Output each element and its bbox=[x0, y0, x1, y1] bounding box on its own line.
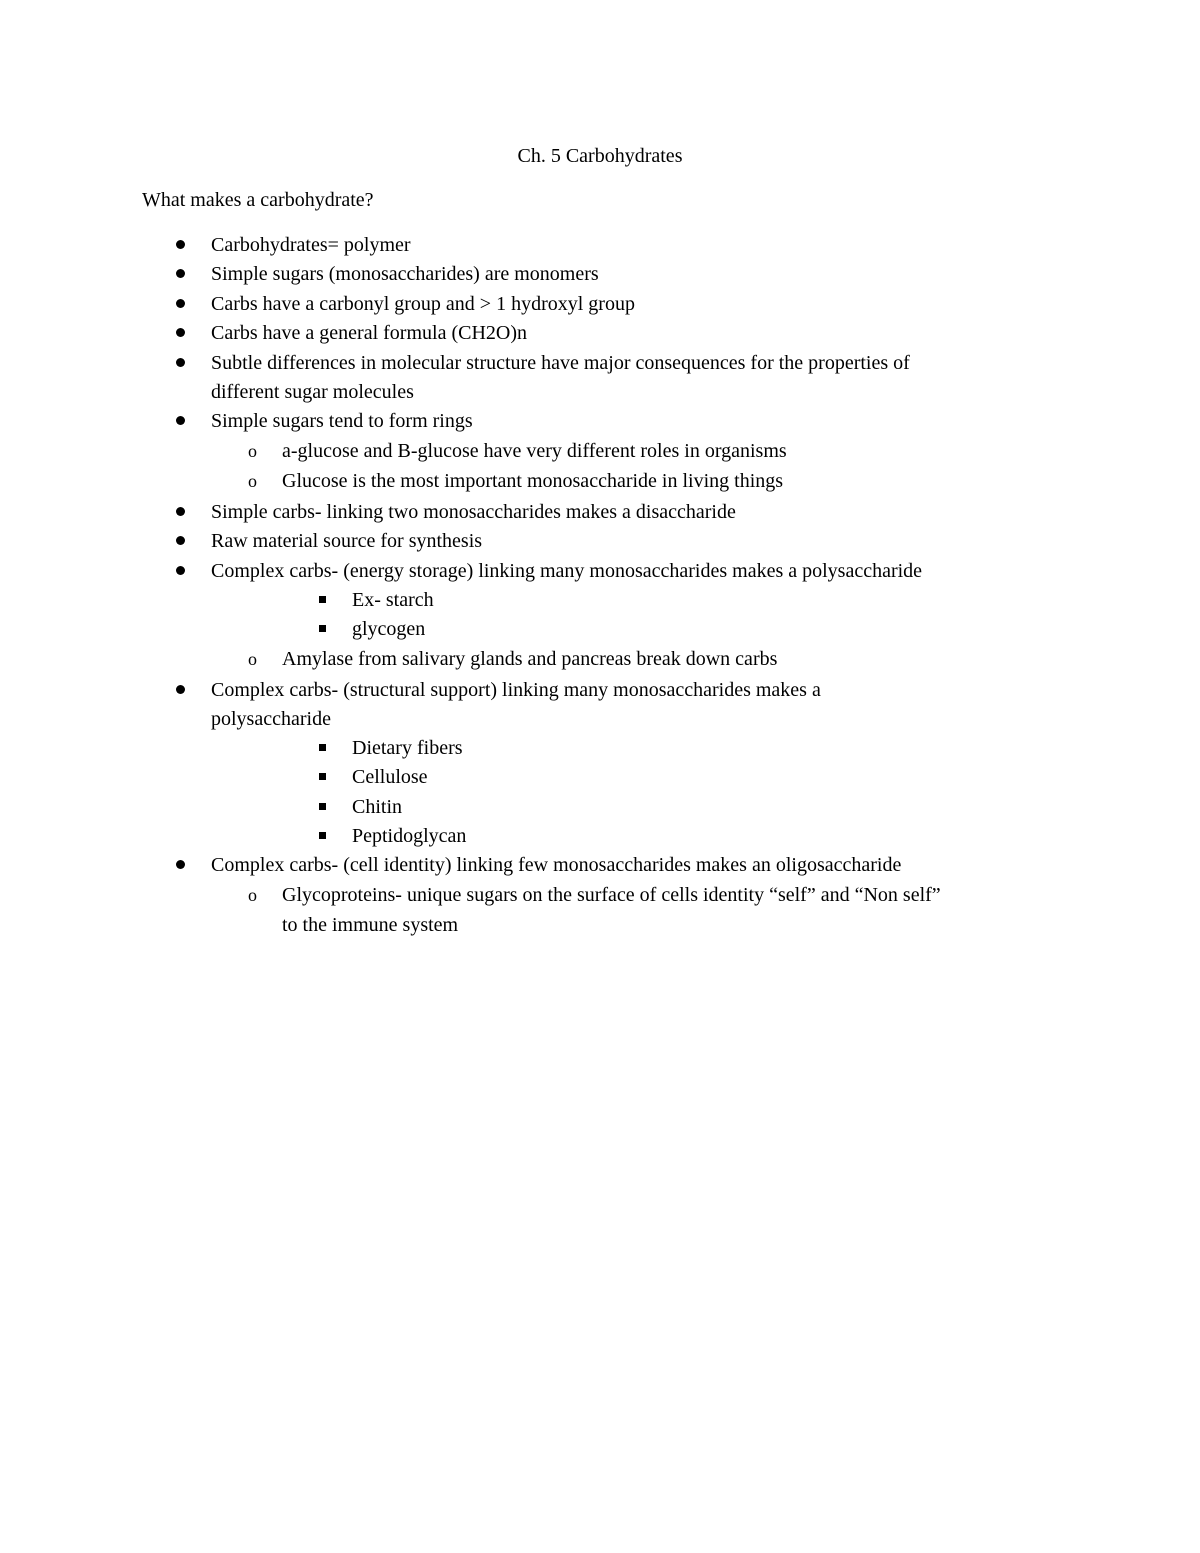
bullet-circle-icon: o bbox=[248, 885, 257, 905]
bullet-dot-icon bbox=[176, 299, 185, 308]
list-item-text: Dietary fibers bbox=[352, 737, 463, 759]
list-item-text: polysaccharide bbox=[211, 708, 331, 730]
list-item-text: Carbs have a carbonyl group and > 1 hydroxyl group bbox=[211, 293, 635, 315]
bullet-square-icon bbox=[319, 625, 326, 632]
section-heading: What makes a carbohydrate? bbox=[142, 189, 374, 211]
list-item-text: Glycoproteins- unique sugars on the surface of cells identity “self” and “Non self” bbox=[282, 884, 941, 906]
bullet-square-icon bbox=[319, 803, 326, 810]
bullet-dot-icon bbox=[176, 685, 185, 694]
list-item-text: Complex carbs- (cell identity) linking few monosaccharides makes an oligosaccharide bbox=[211, 854, 902, 876]
list-item-text: Complex carbs- (energy storage) linking many monosaccharides makes a polysaccharide bbox=[211, 560, 923, 582]
bullet-dot-icon bbox=[176, 416, 185, 425]
list-item-text: a-glucose and B-glucose have very different roles in organisms bbox=[282, 440, 787, 462]
list-item-text: Amylase from salivary glands and pancreas break down carbs bbox=[282, 648, 778, 670]
list-item-text: different sugar molecules bbox=[211, 381, 414, 403]
list-item-text: Simple sugars (monosaccharides) are monomers bbox=[211, 263, 599, 285]
bullet-dot-icon bbox=[176, 507, 185, 516]
bullet-dot-icon bbox=[176, 358, 185, 367]
list-item-text: Ex- starch bbox=[352, 589, 434, 611]
list-item-text: to the immune system bbox=[282, 914, 459, 936]
list-item-text: Carbohydrates= polymer bbox=[211, 234, 411, 256]
bullet-dot-icon bbox=[176, 240, 185, 249]
page-title: Ch. 5 Carbohydrates bbox=[517, 145, 683, 167]
bullet-dot-icon bbox=[176, 536, 185, 545]
list-item-text: glycogen bbox=[352, 618, 426, 640]
list-item-text: Raw material source for synthesis bbox=[211, 530, 483, 552]
bullet-dot-icon bbox=[176, 860, 185, 869]
list-item-text: Peptidoglycan bbox=[352, 825, 467, 847]
bullet-square-icon bbox=[319, 744, 326, 751]
bullet-square-icon bbox=[319, 773, 326, 780]
list-item-text: Chitin bbox=[352, 796, 403, 818]
list-item-text: Carbs have a general formula (CH2O)n bbox=[211, 322, 527, 344]
bullet-circle-icon: o bbox=[248, 441, 257, 461]
bullet-dot-icon bbox=[176, 269, 185, 278]
list-item-text: Simple carbs- linking two monosaccharides makes a disaccharide bbox=[211, 501, 736, 523]
list-item-text: Glucose is the most important monosaccharide in living things bbox=[282, 470, 784, 492]
bullet-dot-icon bbox=[176, 566, 185, 575]
list-item-text: Cellulose bbox=[352, 766, 428, 788]
list-item-text: Simple sugars tend to form rings bbox=[211, 410, 473, 432]
list-item-text: Subtle differences in molecular structure have major consequences for the properties of bbox=[211, 352, 910, 374]
bullet-circle-icon: o bbox=[248, 649, 257, 669]
bullet-dot-icon bbox=[176, 328, 185, 337]
list-item-text: Complex carbs- (structural support) linking many monosaccharides makes a bbox=[211, 679, 821, 701]
bullet-circle-icon: o bbox=[248, 471, 257, 491]
bullet-square-icon bbox=[319, 832, 326, 839]
bullet-square-icon bbox=[319, 596, 326, 603]
